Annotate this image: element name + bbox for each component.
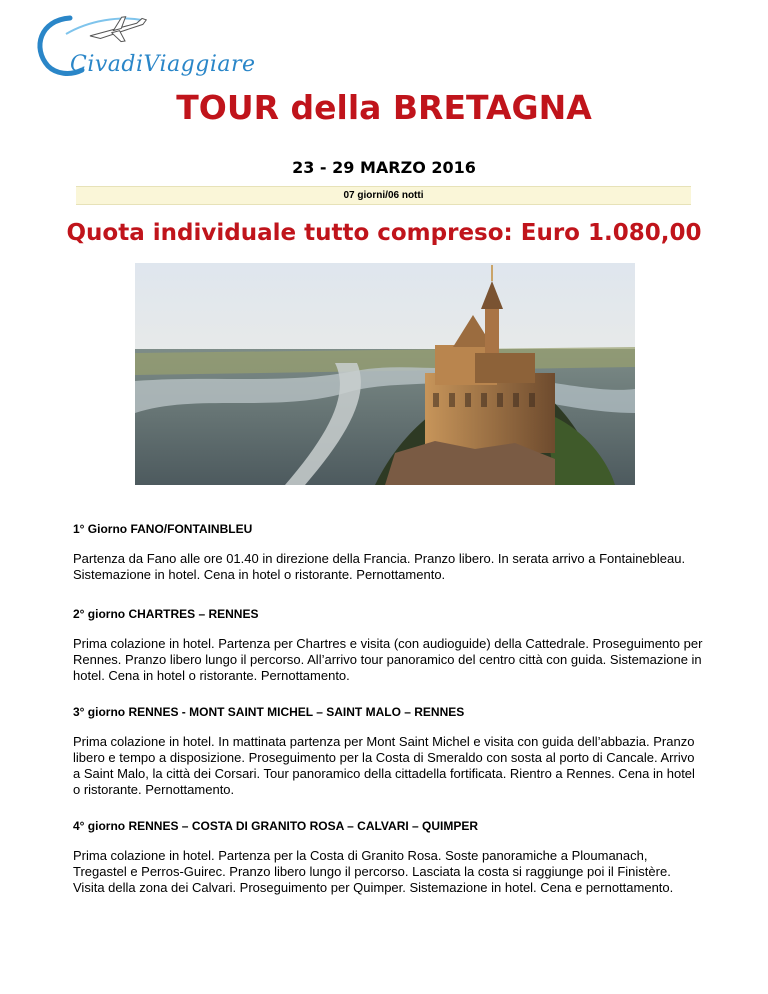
duration-text: 07 giorni/06 notti <box>343 190 424 201</box>
itinerary-day-1 <box>73 521 703 583</box>
logo-text: CivadiViaggiare <box>70 52 256 77</box>
day-description: Partenza da Fano alle ore 01.40 in direzione della Francia. Pranzo libero. In serata arrivo a Fontainebleau. Sistemazione in hotel. Cena in hotel o ristorante. Pernottamento. <box>73 551 686 582</box>
itinerary-day-3 <box>73 704 703 798</box>
day-title: 3° giorno RENNES - MONT SAINT MICHEL – SAINT MALO – RENNES <box>73 705 465 719</box>
duration-banner <box>76 186 691 205</box>
day-description: Prima colazione in hotel. Partenza per Chartres e visita (con audioguide) della Cattedrale. Proseguimento per Rennes. Pranzo libero lungo il percorso. All’arrivo tour panoramico del centro città con guida. Sistemazione in hotel. Cena in hotel o ristorante. Pernottamento. <box>73 636 703 683</box>
price-heading: Quota individuale tutto compreso: Euro 1.080,00 <box>66 220 702 246</box>
day-description: Prima colazione in hotel. Partenza per la Costa di Granito Rosa. Soste panoramiche a Ploumanach, Tregastel e Perros-Guirec. Pranzo libero lungo il percorso. Lasciata la costa si raggiunge poi il Finistère. Visita della zona dei Calvari. Proseguimento per Quimper. Sistemazione in hotel. Cena e pernottamento. <box>73 848 674 895</box>
day-title: 2° giorno CHARTRES – RENNES <box>73 607 259 621</box>
tour-dates: 23 - 29 MARZO 2016 <box>292 158 476 177</box>
itinerary-day-2 <box>73 606 703 684</box>
itinerary-day-4 <box>73 818 703 896</box>
day-title: 1° Giorno FANO/FONTAINBLEU <box>73 522 253 536</box>
company-logo <box>30 8 256 86</box>
mont-saint-michel-photo <box>135 263 635 485</box>
page-title: TOUR della BRETAGNA <box>176 88 592 127</box>
day-title: 4° giorno RENNES – COSTA DI GRANITO ROSA – CALVARI – QUIMPER <box>73 819 479 833</box>
day-description: Prima colazione in hotel. In mattinata partenza per Mont Saint Michel e visita con guida dell’abbazia. Pranzo libero e tempo a disposizione. Proseguimento per la Costa di Smeraldo con sosta al porto di Cancale. Arrivo a Saint Malo, la città dei Corsari. Tour panoramico della cittadella fortificata. Rientro a Rennes. Cena in hotel o ristorante. Pernottamento. <box>73 734 695 797</box>
